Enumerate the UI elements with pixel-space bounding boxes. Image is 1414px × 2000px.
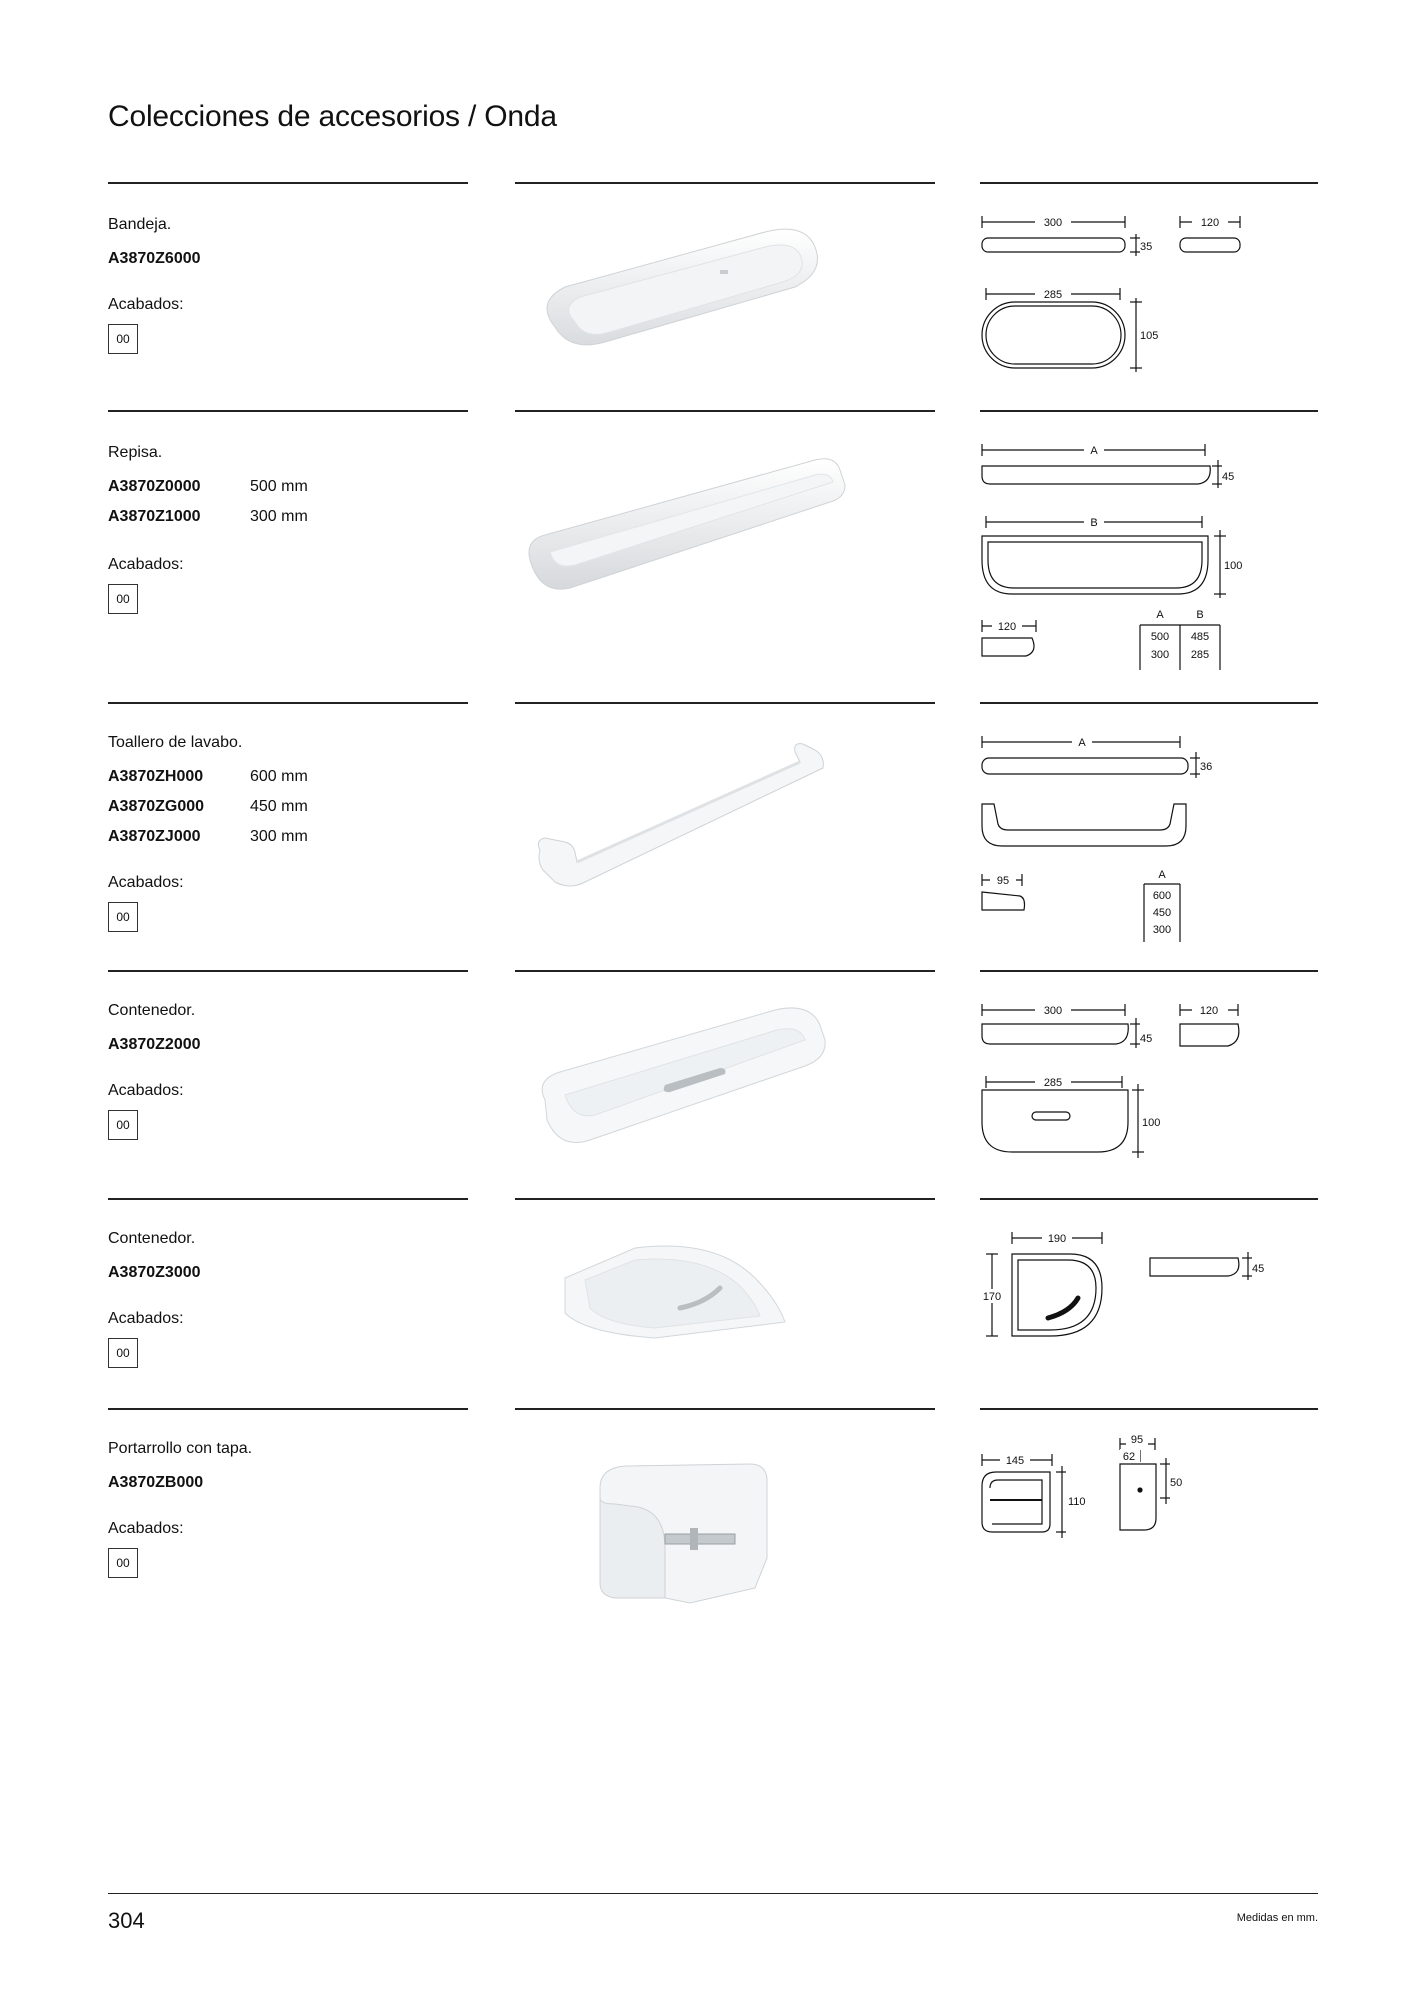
code-row bbox=[108, 828, 308, 858]
product-photo-roll-holder bbox=[515, 1438, 935, 1618]
dim-label: A bbox=[1078, 737, 1086, 749]
product-section-toallero bbox=[0, 702, 1414, 967]
finish-swatch[interactable]: 00 bbox=[108, 1338, 138, 1368]
product-code: A3870Z1000 bbox=[108, 508, 201, 525]
product-section-contenedor-2 bbox=[0, 1198, 1414, 1398]
finish-swatch[interactable]: 00 bbox=[108, 324, 138, 354]
dim-label: 300 bbox=[1043, 1005, 1063, 1017]
divider bbox=[980, 970, 1318, 972]
product-name: Contenedor. bbox=[108, 1230, 196, 1247]
technical-drawing bbox=[980, 1218, 1320, 1378]
product-name: Toallero de lavabo. bbox=[108, 734, 243, 751]
technical-drawing bbox=[980, 722, 1320, 962]
dim-label: 120 bbox=[1200, 217, 1220, 229]
product-code: A3870Z3000 bbox=[108, 1264, 201, 1281]
dim-label: 170 bbox=[982, 1291, 1002, 1303]
technical-drawing bbox=[980, 430, 1320, 680]
finish-swatch[interactable]: 00 bbox=[108, 584, 138, 614]
finish-label: Acabados: bbox=[108, 296, 184, 313]
table-header: B bbox=[1196, 609, 1204, 621]
product-photo-tray bbox=[515, 202, 935, 382]
code-row bbox=[108, 1036, 250, 1066]
technical-drawing bbox=[980, 1428, 1320, 1568]
table-cell: 485 bbox=[1190, 631, 1210, 643]
dim-label: B bbox=[1090, 517, 1098, 529]
product-photo-towel-bar bbox=[515, 732, 935, 912]
code-row bbox=[108, 478, 308, 508]
divider bbox=[108, 1408, 468, 1410]
product-name: Portarrollo con tapa. bbox=[108, 1440, 253, 1457]
footer-divider bbox=[108, 1893, 1318, 1894]
product-code: A3870Z6000 bbox=[108, 250, 201, 267]
product-code: A3870ZB000 bbox=[108, 1474, 204, 1491]
product-name: Repisa. bbox=[108, 444, 163, 461]
dim-label: 300 bbox=[1043, 217, 1063, 229]
code-row bbox=[108, 1264, 250, 1294]
dim-label: 145 bbox=[1005, 1455, 1025, 1467]
finish-label: Acabados: bbox=[108, 1520, 184, 1537]
dim-label: 95 bbox=[996, 875, 1010, 887]
divider bbox=[108, 182, 468, 184]
dim-label: 62 bbox=[1122, 1451, 1136, 1463]
product-section-repisa bbox=[0, 410, 1414, 695]
divider bbox=[108, 970, 468, 972]
product-name: Bandeja. bbox=[108, 216, 172, 233]
finish-label: Acabados: bbox=[108, 874, 184, 891]
divider bbox=[515, 410, 935, 412]
dim-label: 120 bbox=[997, 621, 1017, 633]
table-header: A bbox=[1156, 609, 1164, 621]
technical-drawing bbox=[980, 202, 1320, 382]
technical-drawing bbox=[980, 990, 1320, 1170]
divider bbox=[515, 182, 935, 184]
units-note: Medidas en mm. bbox=[1236, 1912, 1318, 1924]
dim-label: 45 bbox=[1252, 1263, 1265, 1275]
divider bbox=[515, 1198, 935, 1200]
product-code: A3870ZH000 bbox=[108, 768, 204, 785]
dim-label: 285 bbox=[1043, 289, 1063, 301]
code-row bbox=[108, 768, 308, 798]
divider bbox=[515, 1408, 935, 1410]
dim-label: 95 bbox=[1130, 1434, 1144, 1446]
product-size: 600 mm bbox=[250, 768, 308, 785]
table-cell: 500 bbox=[1150, 631, 1170, 643]
dim-label: 120 bbox=[1199, 1005, 1219, 1017]
dim-label: 100 bbox=[1224, 560, 1243, 572]
product-code: A3870ZJ000 bbox=[108, 828, 201, 845]
product-photo-corner-container bbox=[515, 1218, 935, 1368]
finish-label: Acabados: bbox=[108, 556, 184, 573]
product-code: A3870Z0000 bbox=[108, 478, 201, 495]
product-name: Contenedor. bbox=[108, 1002, 196, 1019]
product-photo-shelf bbox=[515, 440, 935, 620]
dim-label: A bbox=[1090, 445, 1098, 457]
product-size: 300 mm bbox=[250, 828, 308, 845]
dim-label: 35 bbox=[1140, 241, 1153, 253]
finish-label: Acabados: bbox=[108, 1310, 184, 1327]
dim-label: 105 bbox=[1140, 330, 1159, 342]
table-cell: 600 bbox=[1152, 890, 1172, 902]
finish-swatch[interactable]: 00 bbox=[108, 1110, 138, 1140]
divider bbox=[980, 182, 1318, 184]
dim-label: 50 bbox=[1170, 1477, 1183, 1489]
page-title: Colecciones de accesorios / Onda bbox=[108, 100, 557, 133]
finish-swatch[interactable]: 00 bbox=[108, 902, 138, 932]
divider bbox=[980, 702, 1318, 704]
dim-label: 110 bbox=[1068, 1496, 1086, 1508]
dim-label: 45 bbox=[1222, 471, 1235, 483]
product-section-portarrollo bbox=[0, 1408, 1414, 1638]
table-cell: 450 bbox=[1152, 907, 1172, 919]
dim-label: 45 bbox=[1140, 1033, 1153, 1045]
product-photo-container bbox=[515, 990, 935, 1170]
divider bbox=[108, 1198, 468, 1200]
dim-label: 36 bbox=[1200, 761, 1213, 773]
code-row bbox=[108, 1474, 250, 1504]
table-cell: 300 bbox=[1152, 924, 1172, 936]
divider bbox=[515, 702, 935, 704]
divider bbox=[108, 702, 468, 704]
divider bbox=[515, 970, 935, 972]
table-cell: 300 bbox=[1150, 649, 1170, 661]
product-size: 300 mm bbox=[250, 508, 308, 525]
divider bbox=[108, 410, 468, 412]
dim-label: 285 bbox=[1043, 1077, 1063, 1089]
product-section-bandeja bbox=[0, 182, 1414, 402]
divider bbox=[980, 1198, 1318, 1200]
product-size: 450 mm bbox=[250, 798, 308, 815]
code-row bbox=[108, 798, 308, 828]
dim-label: 100 bbox=[1142, 1117, 1161, 1129]
product-code: A3870ZG000 bbox=[108, 798, 205, 815]
finish-label: Acabados: bbox=[108, 1082, 184, 1099]
code-row bbox=[108, 508, 308, 538]
divider bbox=[980, 1408, 1318, 1410]
table-cell: 285 bbox=[1190, 649, 1210, 661]
product-size: 500 mm bbox=[250, 478, 308, 495]
finish-swatch[interactable]: 00 bbox=[108, 1548, 138, 1578]
product-section-contenedor-1 bbox=[0, 970, 1414, 1190]
product-code: A3870Z2000 bbox=[108, 1036, 201, 1053]
code-row bbox=[108, 250, 250, 280]
dim-label: 190 bbox=[1047, 1233, 1067, 1245]
table-header: A bbox=[1158, 869, 1166, 881]
divider bbox=[980, 410, 1318, 412]
page-number: 304 bbox=[108, 1908, 145, 1933]
